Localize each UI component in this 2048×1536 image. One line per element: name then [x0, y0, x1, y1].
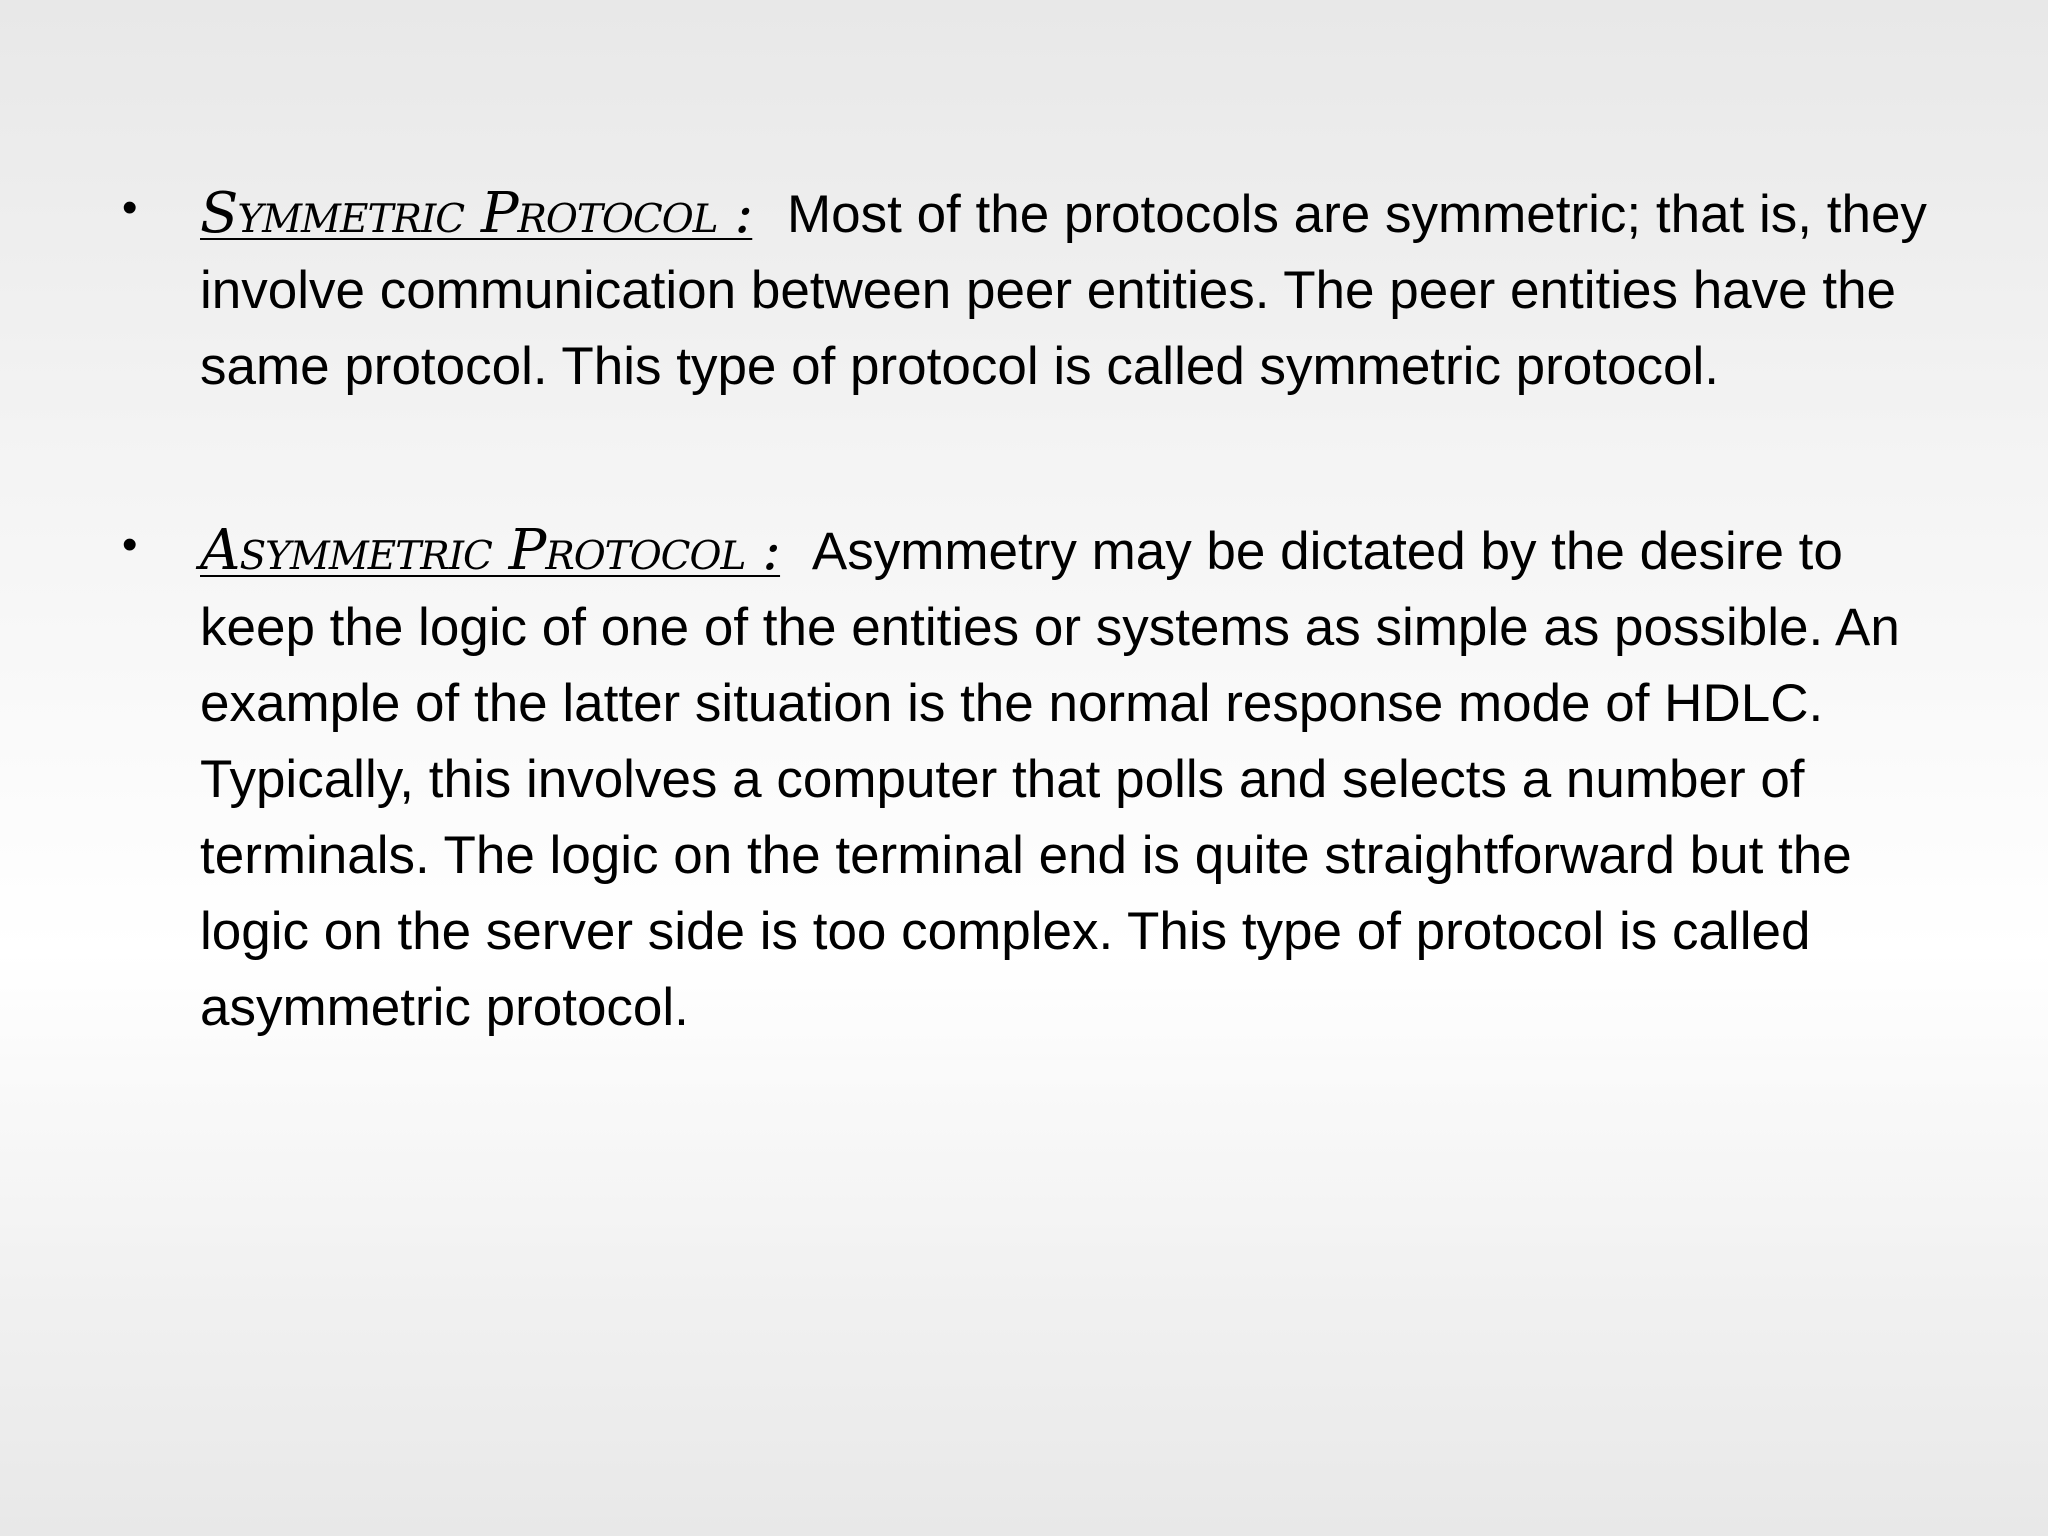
- bullet-item-symmetric-protocol: [122, 176, 1942, 405]
- bullet-list: [122, 176, 1942, 1046]
- bullet-icon: •: [122, 183, 138, 232]
- bullet-icon: •: [122, 520, 138, 569]
- description-asymmetric-protocol: Asymmetry may be dictated by the desire to keep the logic of one of the entities or systems as simple as possible. An example of the latter situation is the normal response mode of HDLC. Typically, this involves a computer that polls and selects a number of terminals. The logic on the terminal end is quite straightforward but the logic on the server side is too complex. This type of protocol is called asymmetric protocol.: [200, 522, 1900, 1037]
- description-symmetric-protocol: Most of the protocols are symmetric; that is, they involve communication between peer entities. The peer entities have the same protocol. This type of protocol is called symmetric protocol.: [200, 185, 1927, 396]
- term-symmetric-protocol: Symmetric Protocol :: [200, 181, 753, 246]
- bullet-item-asymmetric-protocol: [122, 513, 1942, 1046]
- term-asymmetric-protocol: Asymmetric Protocol :: [200, 518, 781, 583]
